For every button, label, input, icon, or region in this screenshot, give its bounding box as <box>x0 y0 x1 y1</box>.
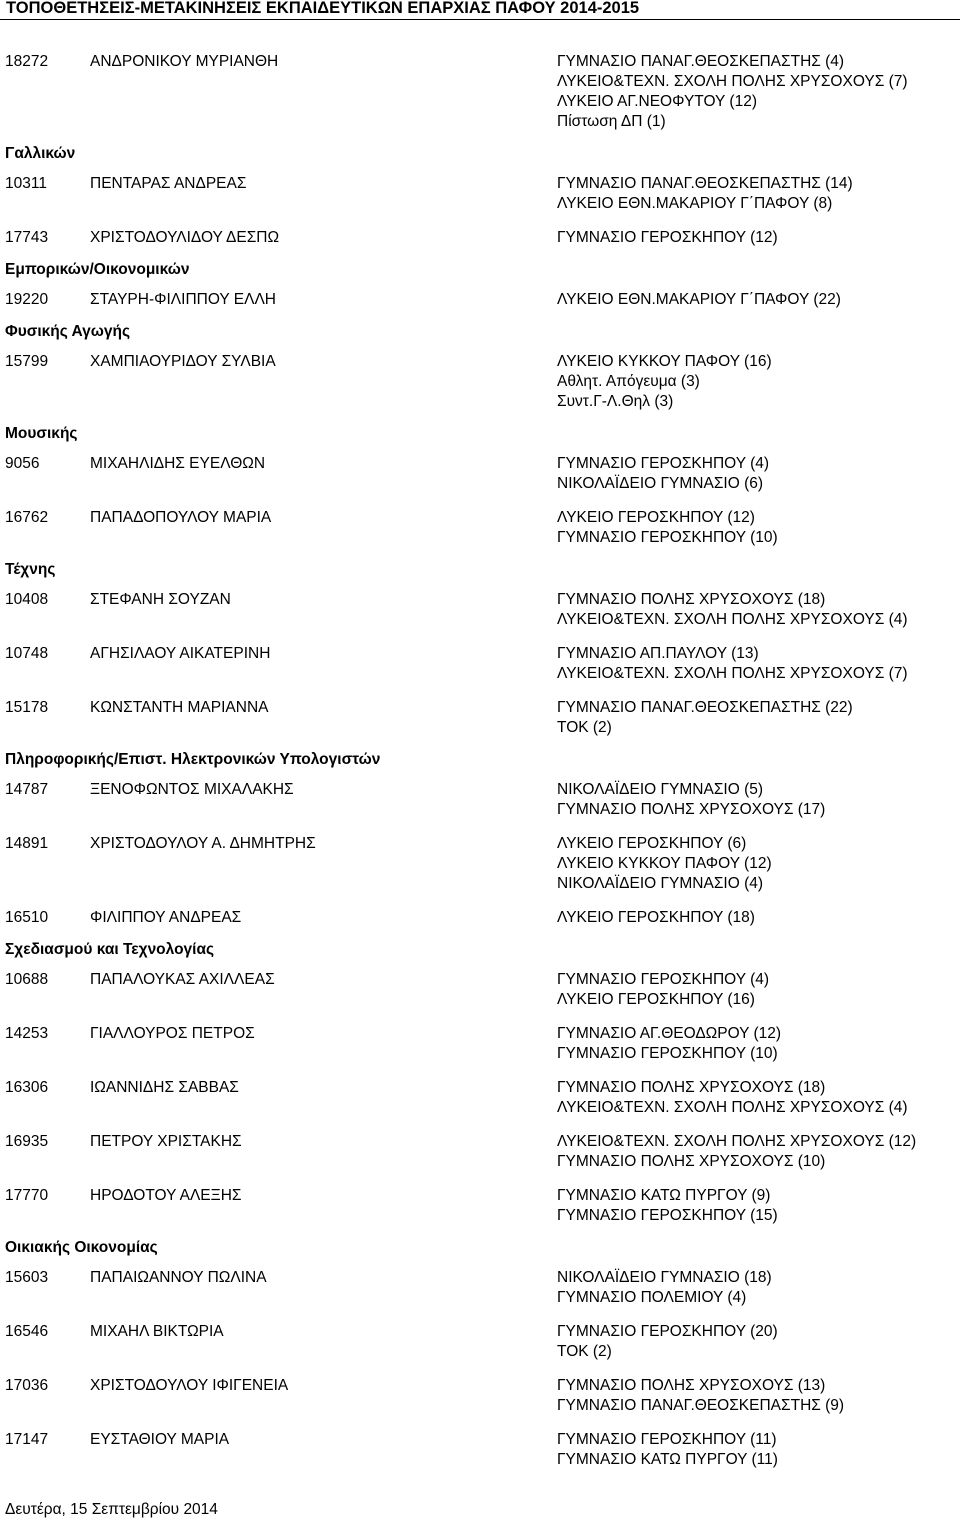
teacher-name: ΧΡΙΣΤΟΔΟΥΛΟΥ Α. ΔΗΜΗΤΡΗΣ <box>90 835 316 852</box>
school-assignment: ΝΙΚΟΛΑΪΔΕΙΟ ΓΥΜΝΑΣΙΟ (5) <box>557 781 764 798</box>
teacher-code: 16510 <box>5 909 49 926</box>
teacher-name: ΜΙΧΑΗΛ ΒΙΚΤΩΡΙΑ <box>90 1323 224 1340</box>
school-assignments <box>557 1132 960 1172</box>
school-assignment: ΓΥΜΝΑΣΙΟ ΑΠ.ΠΑΥΛΟΥ (13) <box>557 645 759 662</box>
school-assignments <box>557 1430 960 1470</box>
school-assignment: ΛΥΚΕΙΟ ΓΕΡΟΣΚΗΠΟΥ (12) <box>557 509 755 526</box>
teacher-row <box>0 228 960 248</box>
teacher-row <box>0 590 960 630</box>
teacher-code: 16935 <box>5 1133 49 1150</box>
teacher-name: ΑΝΔΡΟΝΙΚΟΥ ΜΥΡΙΑΝΘΗ <box>90 53 279 70</box>
teacher-name: ΧΡΙΣΤΟΔΟΥΛΟΥ ΙΦΙΓΕΝΕΙΑ <box>90 1377 289 1394</box>
teacher-row <box>0 1376 960 1416</box>
school-assignment: ΓΥΜΝΑΣΙΟ ΠΟΛΗΣ ΧΡΥΣΟΧΟΥΣ (17) <box>557 801 826 818</box>
school-assignment: ΛΥΚΕΙΟ&ΤΕΧΝ. ΣΧΟΛΗ ΠΟΛΗΣ ΧΡΥΣΟΧΟΥΣ (4) <box>557 611 908 628</box>
teacher-name: ΙΩΑΝΝΙΔΗΣ ΣΑΒΒΑΣ <box>90 1079 239 1096</box>
school-assignment: ΛΥΚΕΙΟ ΓΕΡΟΣΚΗΠΟΥ (6) <box>557 835 747 852</box>
teacher-name: ΠΑΠΑΛΟΥΚΑΣ ΑΧΙΛΛΕΑΣ <box>90 971 275 988</box>
page-footer-date: Δευτέρα, 15 Σεπτεμβρίου 2014 <box>5 1501 218 1518</box>
school-assignment: ΝΙΚΟΛΑΪΔΕΙΟ ΓΥΜΝΑΣΙΟ (6) <box>557 475 764 492</box>
school-assignment: ΓΥΜΝΑΣΙΟ ΓΕΡΟΣΚΗΠΟΥ (4) <box>557 455 770 472</box>
school-assignment: ΛΥΚΕΙΟ ΕΘΝ.ΜΑΚΑΡΙΟΥ Γ΄ΠΑΦΟΥ (22) <box>557 291 841 308</box>
teacher-code: 10748 <box>5 645 49 662</box>
school-assignment: ΓΥΜΝΑΣΙΟ ΚΑΤΩ ΠΥΡΓΟΥ (9) <box>557 1187 771 1204</box>
school-assignments <box>557 590 960 630</box>
teacher-row <box>0 352 960 412</box>
school-assignment: ΓΥΜΝΑΣΙΟ ΓΕΡΟΣΚΗΠΟΥ (12) <box>557 229 778 246</box>
school-assignment: ΛΥΚΕΙΟ&ΤΕΧΝ. ΣΧΟΛΗ ΠΟΛΗΣ ΧΡΥΣΟΧΟΥΣ (12) <box>557 1133 917 1150</box>
page-title: ΤΟΠΟΘΕΤΗΣΕΙΣ-ΜΕΤΑΚΙΝΗΣΕΙΣ ΕΚΠΑΙΔΕΥΤΙΚΩΝ ΕΠΑΡΧΙΑΣ ΠΑΦΟΥ 2014-2015 <box>0 0 960 20</box>
school-assignments <box>557 908 960 928</box>
teacher-row <box>0 970 960 1010</box>
teacher-name: ΧΡΙΣΤΟΔΟΥΛΙΔΟΥ ΔΕΣΠΩ <box>90 229 280 246</box>
school-assignments <box>557 780 960 820</box>
school-assignment: ΛΥΚΕΙΟ&ΤΕΧΝ. ΣΧΟΛΗ ΠΟΛΗΣ ΧΡΥΣΟΧΟΥΣ (7) <box>557 665 908 682</box>
teacher-name: ΓΙΑΛΛΟΥΡΟΣ ΠΕΤΡΟΣ <box>90 1025 255 1042</box>
teacher-code: 15178 <box>5 699 49 716</box>
teacher-code: 10688 <box>5 971 49 988</box>
teacher-name: ΠΑΠΑΙΩΑΝΝΟΥ ΠΩΛΙΝΑ <box>90 1269 267 1286</box>
teacher-name: ΗΡΟΔΟΤΟΥ ΑΛΕΞΗΣ <box>90 1187 242 1204</box>
teacher-code: 17743 <box>5 229 49 246</box>
teacher-name: ΠΕΤΡΟΥ ΧΡΙΣΤΑΚΗΣ <box>90 1133 242 1150</box>
teacher-name: ΠΑΠΑΔΟΠΟΥΛΟΥ ΜΑΡΙΑ <box>90 509 272 526</box>
specialty-heading: Τέχνης <box>5 561 56 578</box>
school-assignments <box>557 174 960 214</box>
teacher-row <box>0 1430 960 1470</box>
teacher-code: 16546 <box>5 1323 49 1340</box>
specialty-heading: Μουσικής <box>5 425 78 442</box>
teacher-row <box>0 1322 960 1362</box>
teacher-name: ΕΥΣΤΑΘΙΟΥ ΜΑΡΙΑ <box>90 1431 230 1448</box>
school-assignment: ΛΥΚΕΙΟ ΑΓ.ΝΕΟΦΥΤΟΥ (12) <box>557 93 757 110</box>
school-assignments <box>557 1078 960 1118</box>
school-assignment: ΛΥΚΕΙΟ ΓΕΡΟΣΚΗΠΟΥ (16) <box>557 991 755 1008</box>
teacher-code: 10408 <box>5 591 49 608</box>
specialty-heading: Φυσικής Αγωγής <box>5 323 131 340</box>
school-assignment: ΓΥΜΝΑΣΙΟ ΠΟΛΗΣ ΧΡΥΣΟΧΟΥΣ (10) <box>557 1153 826 1170</box>
school-assignment: ΓΥΜΝΑΣΙΟ ΓΕΡΟΣΚΗΠΟΥ (10) <box>557 529 778 546</box>
school-assignments <box>557 834 960 894</box>
school-assignment: ΛΥΚΕΙΟ ΕΘΝ.ΜΑΚΑΡΙΟΥ Γ΄ΠΑΦΟΥ (8) <box>557 195 833 212</box>
teacher-name: ΞΕΝΟΦΩΝΤΟΣ ΜΙΧΑΛΑΚΗΣ <box>90 781 294 798</box>
school-assignment: ΓΥΜΝΑΣΙΟ ΓΕΡΟΣΚΗΠΟΥ (11) <box>557 1431 777 1448</box>
teacher-name: ΦΙΛΙΠΠΟΥ ΑΝΔΡΕΑΣ <box>90 909 242 926</box>
school-assignments <box>557 508 960 548</box>
school-assignment: ΓΥΜΝΑΣΙΟ ΠΑΝΑΓ.ΘΕΟΣΚΕΠΑΣΤΗΣ (9) <box>557 1397 845 1414</box>
teacher-row <box>0 780 960 820</box>
school-assignment: ΝΙΚΟΛΑΪΔΕΙΟ ΓΥΜΝΑΣΙΟ (18) <box>557 1269 772 1286</box>
teacher-code: 10311 <box>5 175 47 192</box>
teacher-row <box>0 834 960 894</box>
school-assignments <box>557 698 960 738</box>
school-assignment: ΓΥΜΝΑΣΙΟ ΑΓ.ΘΕΟΔΩΡΟΥ (12) <box>557 1025 782 1042</box>
school-assignment: ΓΥΜΝΑΣΙΟ ΠΑΝΑΓ.ΘΕΟΣΚΕΠΑΣΤΗΣ (4) <box>557 53 845 70</box>
teacher-name: ΠΕΝΤΑΡΑΣ ΑΝΔΡΕΑΣ <box>90 175 247 192</box>
teacher-row <box>0 698 960 738</box>
school-assignments <box>557 1268 960 1308</box>
teacher-code: 15799 <box>5 353 49 370</box>
school-assignment: ΛΥΚΕΙΟ&ΤΕΧΝ. ΣΧΟΛΗ ΠΟΛΗΣ ΧΡΥΣΟΧΟΥΣ (7) <box>557 73 908 90</box>
school-assignment: ΛΥΚΕΙΟ ΓΕΡΟΣΚΗΠΟΥ (18) <box>557 909 755 926</box>
teacher-row <box>0 908 960 928</box>
school-assignments <box>557 644 960 684</box>
teacher-row <box>0 1132 960 1172</box>
school-assignment: Συντ.Γ-Λ.Θηλ (3) <box>557 393 674 410</box>
teacher-name: ΣΤΑΥΡΗ-ΦΙΛΙΠΠΟΥ ΕΛΛΗ <box>90 291 276 308</box>
teacher-row <box>0 508 960 548</box>
school-assignment: ΤΟΚ (2) <box>557 719 612 736</box>
school-assignment: ΛΥΚΕΙΟ ΚΥΚΚΟΥ ΠΑΦΟΥ (16) <box>557 353 772 370</box>
school-assignments <box>557 454 960 494</box>
teacher-code: 9056 <box>5 455 40 472</box>
school-assignment: ΓΥΜΝΑΣΙΟ ΓΕΡΟΣΚΗΠΟΥ (15) <box>557 1207 778 1224</box>
teacher-code: 14891 <box>5 835 49 852</box>
school-assignment: ΓΥΜΝΑΣΙΟ ΠΟΛΗΣ ΧΡΥΣΟΧΟΥΣ (18) <box>557 591 826 608</box>
teacher-code: 17147 <box>5 1431 49 1448</box>
school-assignment: ΓΥΜΝΑΣΙΟ ΚΑΤΩ ΠΥΡΓΟΥ (11) <box>557 1451 778 1468</box>
school-assignment: ΝΙΚΟΛΑΪΔΕΙΟ ΓΥΜΝΑΣΙΟ (4) <box>557 875 764 892</box>
teacher-code: 16306 <box>5 1079 49 1096</box>
school-assignment: ΓΥΜΝΑΣΙΟ ΓΕΡΟΣΚΗΠΟΥ (4) <box>557 971 770 988</box>
placements-list <box>0 52 960 1470</box>
school-assignments <box>557 290 960 310</box>
teacher-row <box>0 174 960 214</box>
teacher-code: 18272 <box>5 53 49 70</box>
school-assignment: ΓΥΜΝΑΣΙΟ ΠΟΛΗΣ ΧΡΥΣΟΧΟΥΣ (18) <box>557 1079 826 1096</box>
teacher-row <box>0 1078 960 1118</box>
teacher-row <box>0 1268 960 1308</box>
school-assignment: ΛΥΚΕΙΟ ΚΥΚΚΟΥ ΠΑΦΟΥ (12) <box>557 855 772 872</box>
teacher-name: ΑΓΗΣΙΛΑΟΥ ΑΙΚΑΤΕΡΙΝΗ <box>90 645 271 662</box>
school-assignment: ΓΥΜΝΑΣΙΟ ΠΑΝΑΓ.ΘΕΟΣΚΕΠΑΣΤΗΣ (14) <box>557 175 853 192</box>
teacher-code: 17770 <box>5 1187 49 1204</box>
school-assignment: ΓΥΜΝΑΣΙΟ ΠΑΝΑΓ.ΘΕΟΣΚΕΠΑΣΤΗΣ (22) <box>557 699 853 716</box>
school-assignments <box>557 352 960 412</box>
school-assignments <box>557 1186 960 1226</box>
school-assignments <box>557 970 960 1010</box>
school-assignments <box>557 1024 960 1064</box>
specialty-heading: Γαλλικών <box>5 145 76 162</box>
teacher-row <box>0 454 960 494</box>
school-assignment: Πίστωση ΔΠ (1) <box>557 113 666 130</box>
school-assignment: Αθλητ. Απόγευμα (3) <box>557 373 700 390</box>
teacher-code: 17036 <box>5 1377 49 1394</box>
school-assignments <box>557 228 960 248</box>
teacher-row <box>0 290 960 310</box>
specialty-heading: Σχεδιασμού και Τεχνολογίας <box>5 941 215 958</box>
school-assignments <box>557 1322 960 1362</box>
teacher-code: 16762 <box>5 509 49 526</box>
teacher-name: ΣΤΕΦΑΝΗ ΣΟΥΖΑΝ <box>90 591 231 608</box>
teacher-row <box>0 644 960 684</box>
teacher-code: 14253 <box>5 1025 49 1042</box>
school-assignment: ΓΥΜΝΑΣΙΟ ΓΕΡΟΣΚΗΠΟΥ (10) <box>557 1045 778 1062</box>
specialty-heading: Εμπορικών/Οικονομικών <box>5 261 190 278</box>
specialty-heading: Πληροφορικής/Επιστ. Ηλεκτρονικών Υπολογιστών <box>5 751 381 768</box>
teacher-row <box>0 52 960 132</box>
school-assignment: ΓΥΜΝΑΣΙΟ ΠΟΛΕΜΙΟΥ (4) <box>557 1289 747 1306</box>
school-assignments <box>557 1376 960 1416</box>
teacher-row <box>0 1186 960 1226</box>
teacher-code: 19220 <box>5 291 49 308</box>
teacher-code: 14787 <box>5 781 49 798</box>
teacher-code: 15603 <box>5 1269 49 1286</box>
teacher-name: ΚΩΝΣΤΑΝΤΗ ΜΑΡΙΑΝΝΑ <box>90 699 269 716</box>
teacher-name: ΧΑΜΠΙΑΟΥΡΙΔΟΥ ΣΥΛΒΙΑ <box>90 353 276 370</box>
teacher-name: ΜΙΧΑΗΛΙΔΗΣ ΕΥΕΛΘΩΝ <box>90 455 266 472</box>
teacher-row <box>0 1024 960 1064</box>
school-assignment: ΓΥΜΝΑΣΙΟ ΓΕΡΟΣΚΗΠΟΥ (20) <box>557 1323 778 1340</box>
specialty-heading: Οικιακής Οικονομίας <box>5 1239 158 1256</box>
school-assignment: ΤΟΚ (2) <box>557 1343 612 1360</box>
school-assignment: ΛΥΚΕΙΟ&ΤΕΧΝ. ΣΧΟΛΗ ΠΟΛΗΣ ΧΡΥΣΟΧΟΥΣ (4) <box>557 1099 908 1116</box>
school-assignment: ΓΥΜΝΑΣΙΟ ΠΟΛΗΣ ΧΡΥΣΟΧΟΥΣ (13) <box>557 1377 826 1394</box>
school-assignments <box>557 52 960 132</box>
